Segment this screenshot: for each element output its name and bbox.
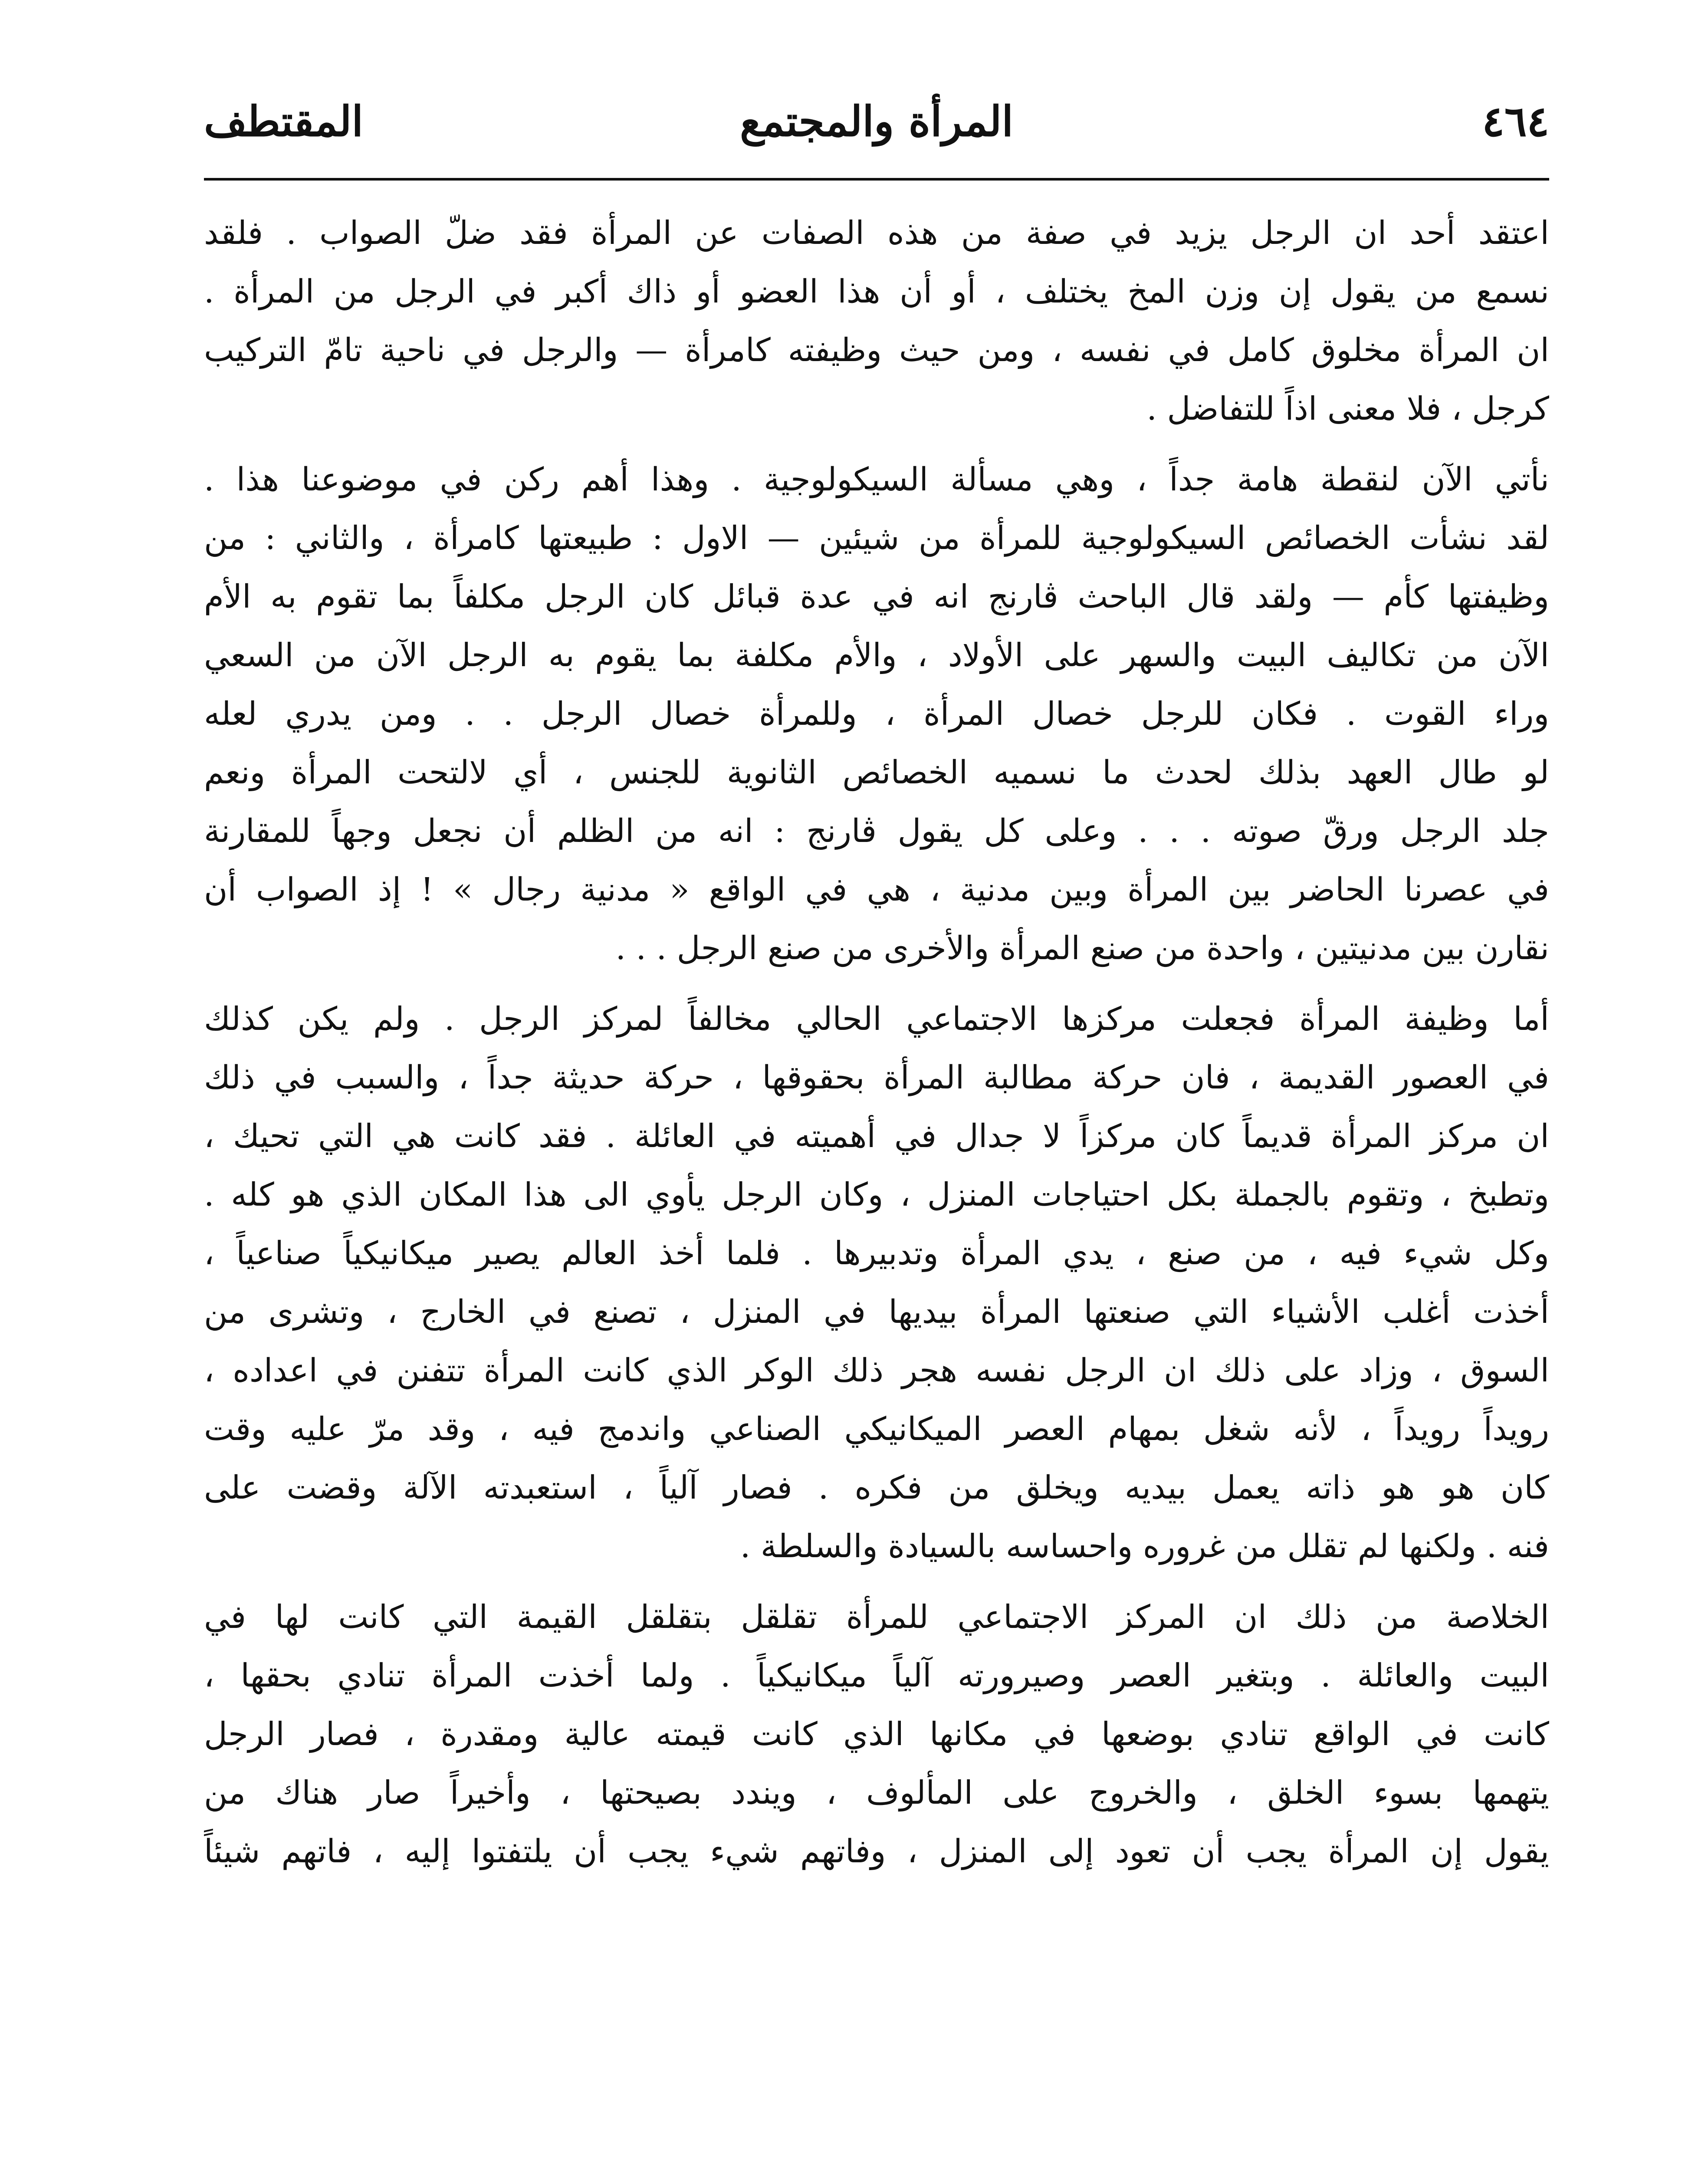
- page-number: ٤٦٤: [1482, 97, 1549, 146]
- text-line: وتطبخ ، وتقوم بالجملة بكل احتياجات المنزل ، وكان الرجل يأوي الى هذا المكان الذي هو كله .: [204, 1176, 1549, 1213]
- paragraph-4: [204, 1588, 1549, 1881]
- text-line: يقول إن المرأة يجب أن تعود إلى المنزل ، وفاتهم شيء يجب أن يلتفتوا إليه ، فاتهم شيئاً: [204, 1833, 1549, 1870]
- text-line: نأتي الآن لنقطة هامة جداً ، وهي مسألة السيكولوجية . وهذا أهم ركن في موضوعنا هذا .: [204, 461, 1549, 498]
- text-line: وراء القوت . فكان للرجل خصال المرأة ، وللمرأة خصال الرجل . . ومن يدري لعله: [204, 695, 1549, 733]
- header-rule: [204, 178, 1549, 181]
- text-line: نسمع من يقول إن وزن المخ يختلف ، أو أن هذا العضو أو ذاك أكبر في الرجل من المرأة .: [204, 273, 1549, 310]
- paragraph-gap: [204, 978, 1549, 990]
- text-line: اعتقد أحد ان الرجل يزيد في صفة من هذه الصفات عن المرأة فقد ضلّ الصواب . فلقد: [204, 214, 1549, 252]
- text-line: وظيفتها كأم — ولقد قال الباحث ڤارنج انه في عدة قبائل كان الرجل مكلفاً بما تقوم به الأم: [204, 578, 1549, 615]
- text-line: ان المرأة مخلوق كامل في نفسه ، ومن حيث وظيفته كامرأة — والرجل في ناحية تامّ التركيب: [204, 332, 1549, 369]
- text-line: السوق ، وزاد على ذلك ان الرجل نفسه هجر ذلك الوكر الذي كانت المرأة تتفنن في اعداده ،: [204, 1352, 1549, 1389]
- journal-name: المقتطف: [204, 97, 364, 146]
- text-line: رويداً رويداً ، لأنه شغل بمهام العصر الميكانيكي الصناعي واندمج فيه ، وقد مرّ عليه وقت: [204, 1410, 1549, 1448]
- paragraph-1: [204, 204, 1549, 438]
- text-line: جلد الرجل ورقّ صوته . . . وعلى كل يقول ڤارنج : انه من الظلم أن نجعل وجهاً للمقارنة: [204, 812, 1549, 850]
- text-line: وكل شيء فيه ، من صنع ، يدي المرأة وتدبيرها . فلما أخذ العالم يصير ميكانيكياً صناعياً ،: [204, 1235, 1549, 1272]
- text-line: ان مركز المرأة قديماً كان مركزاً لا جدال في أهميته في العائلة . فقد كانت هي التي تحيك ،: [204, 1118, 1549, 1155]
- text-line: كانت في الواقع تنادي بوضعها في مكانها الذي كانت قيمته عالية ومقدرة ، فصار الرجل: [204, 1716, 1549, 1753]
- paragraph-gap: [204, 438, 1549, 450]
- text-line: في عصرنا الحاضر بين المرأة وبين مدنية ، هي في الواقع « مدنية رجال » ! إذ الصواب أن: [204, 871, 1549, 908]
- text-line: يتهمها بسوء الخلق ، والخروج على المألوف ، ويندد بصيحتها ، وأخيراً صار هناك من: [204, 1774, 1549, 1812]
- text-line: أما وظيفة المرأة فجعلت مركزها الاجتماعي الحالي مخالفاً لمركز الرجل . ولم يكن كذلك: [204, 1000, 1549, 1038]
- text-line: أخذت أغلب الأشياء التي صنعتها المرأة بيديها في المنزل ، تصنع في الخارج ، وتشرى من: [204, 1293, 1549, 1331]
- text-line: فنه . ولكنها لم تقلل من غروره واحساسه بالسيادة والسلطة .: [740, 1528, 1549, 1565]
- article-body: [204, 204, 1549, 1881]
- text-line: نقارن بين مدنيتين ، واحدة من صنع المرأة والأخرى من صنع الرجل . . .: [615, 930, 1549, 967]
- text-line: الآن من تكاليف البيت والسهر على الأولاد ، والأم مكلفة بما يقوم به الرجل الآن من السعي: [204, 637, 1549, 674]
- text-line: لقد نشأت الخصائص السيكولوجية للمرأة من شيئين — الاول : طبيعتها كامرأة ، والثاني : من: [204, 519, 1549, 557]
- paragraph-3: [204, 990, 1549, 1576]
- text-line: كرجل ، فلا معنى اذاً للتفاضل .: [1146, 390, 1549, 427]
- text-line: الخلاصة من ذلك ان المركز الاجتماعي للمرأة تقلقل بتقلقل القيمة التي كانت لها في: [204, 1598, 1549, 1636]
- paragraph-gap: [204, 1576, 1549, 1588]
- text-line: لو طال العهد بذلك لحدث ما نسميه الخصائص الثانوية للجنس ، أي لالتحت المرأة ونعم: [204, 754, 1549, 791]
- text-line: في العصور القديمة ، فان حركة مطالبة المرأة بحقوقها ، حركة حديثة جداً ، والسبب في ذلك: [204, 1059, 1549, 1096]
- paragraph-2: [204, 450, 1549, 978]
- page-header: [204, 91, 1549, 156]
- text-line: كان هو هو ذاته يعمل بيديه ويخلق من فكره . فصار آلياً ، استعبدته الآلة وقضت على: [204, 1469, 1549, 1506]
- text-line: البيت والعائلة . وبتغير العصر وصيرورته آلياً ميكانيكياً . ولما أخذت المرأة تنادي بحقها ،: [204, 1657, 1549, 1694]
- running-title: المرأة والمجتمع: [739, 97, 1014, 146]
